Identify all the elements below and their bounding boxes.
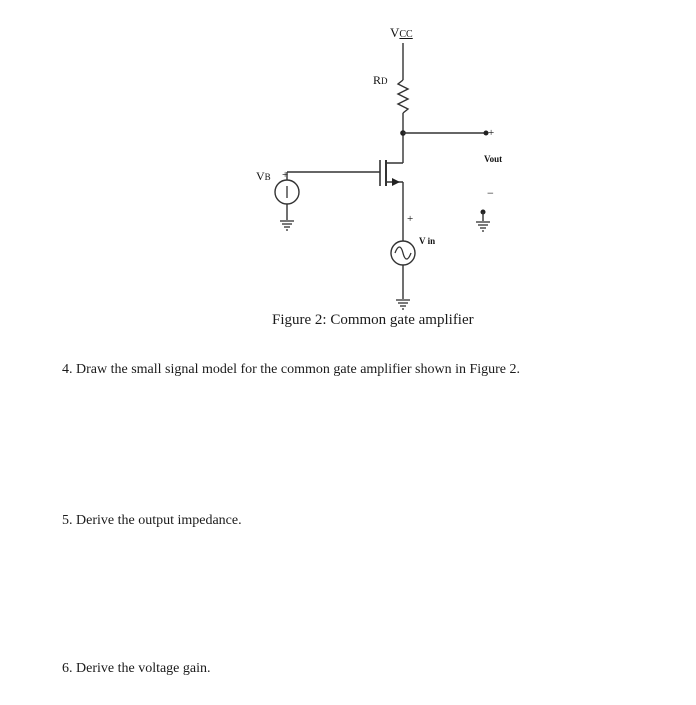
vb-label: VB [256,169,271,183]
vin-plus-sign: + [407,213,414,225]
nmos-transistor [380,160,403,186]
vin-label: V in [419,236,436,246]
vout-minus-sign: − [487,186,494,200]
ground-icon [476,222,490,231]
question-6: 6. Derive the voltage gain. [62,661,211,676]
vcc-label: VCC [390,25,413,40]
vout-plus-sign: + [488,127,495,139]
rd-resistor [398,80,408,113]
vout-label: Vout [484,154,503,164]
question-5: 5. Derive the output impedance. [62,513,242,528]
rd-label: RD [373,73,388,87]
ground-icon [396,300,410,309]
figure-caption: Figure 2: Common gate amplifier [272,312,474,328]
ground-icon [280,221,294,230]
circuit-diagram [0,0,696,340]
sine-icon [395,247,411,259]
question-4: 4. Draw the small signal model for the common gate amplifier shown in Figure 2. [62,362,521,377]
vb-plus-sign: + [282,169,289,181]
